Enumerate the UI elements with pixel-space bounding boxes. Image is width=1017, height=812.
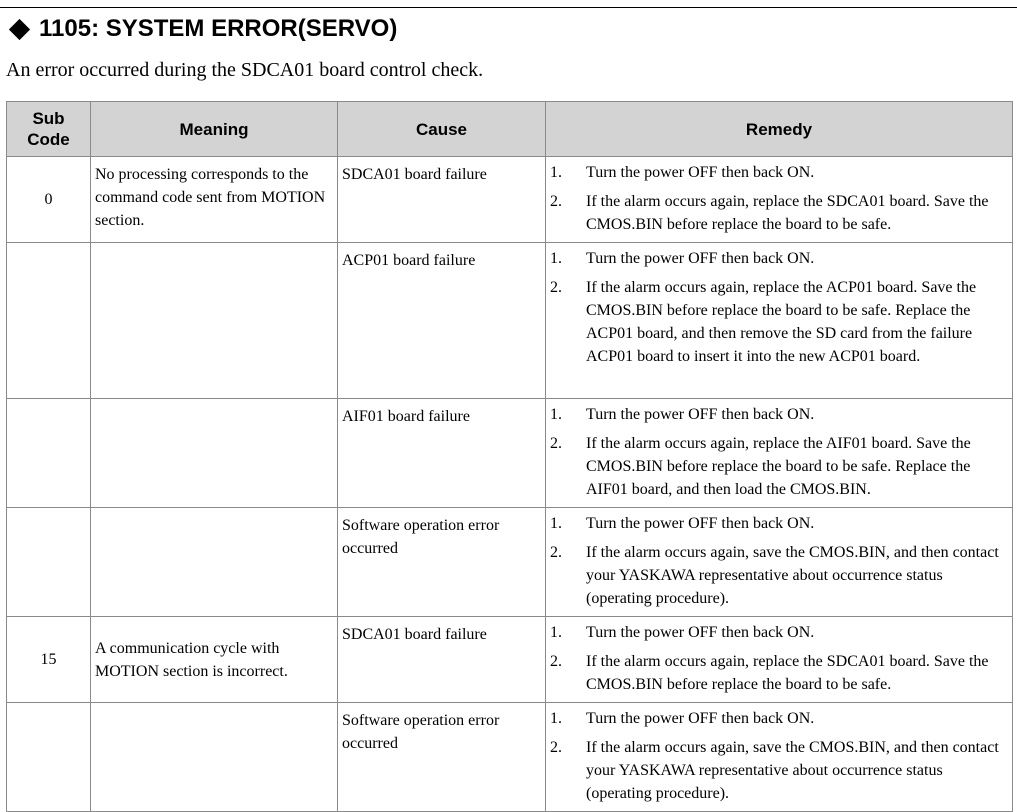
diamond-bullet-icon [9,18,30,39]
sub-code-cell: 0 [7,157,91,243]
remedy-cell [546,508,1013,617]
remedy-step: 1. Turn the power OFF then back ON. [550,250,815,267]
cause-cell: SDCA01 board failure [338,617,546,703]
col-header-remedy: Remedy [546,102,1013,157]
table-row [7,243,1013,399]
meaning-cell: A communication cycle with MOTION section is incorrect. [91,617,338,703]
intro-text: An error occurred during the SDCA01 board control check. [6,59,484,81]
remedy-cell [546,399,1013,508]
remedy-cell [546,617,1013,703]
remedy-step: 2. If the alarm occurs again, replace the ACP01 board. Save the CMOS.BIN before replace the board to be safe. Replace the ACP01 board, and then remove the SD card from the failure ACP01 board to insert it into the new ACP01 board. [550,279,977,365]
sub-code-cell [7,243,91,399]
cause-cell: Software operation error occurred [338,703,546,812]
table-header-row [7,102,1013,157]
remedy-cell [546,157,1013,243]
remedy-step: 2. If the alarm occurs again, save the CMOS.BIN, and then contact your YASKAWA representative about occurrence status (operating procedure). [550,739,999,802]
cause-cell: AIF01 board failure [338,399,546,508]
top-rule [0,7,1017,8]
col-header-meaning: Meaning [91,102,338,157]
remedy-cell [546,243,1013,399]
remedy-cell [546,703,1013,812]
col-header-sub-code: Sub Code [7,102,91,157]
table-row [7,399,1013,508]
meaning-cell [91,399,338,508]
col-header-cause: Cause [338,102,546,157]
cause-cell: SDCA01 board failure [338,157,546,243]
table-row [7,157,1013,243]
remedy-step: 1. Turn the power OFF then back ON. [550,406,815,423]
cause-cell: Software operation error occurred [338,508,546,617]
meaning-cell [91,508,338,617]
table-row [7,617,1013,703]
remedy-step: 2. If the alarm occurs again, replace the SDCA01 board. Save the CMOS.BIN before replace the board to be safe. [550,193,989,233]
table-row [7,508,1013,617]
sub-code-cell [7,399,91,508]
page-title: 1105: SYSTEM ERROR(SERVO) [39,15,398,42]
section-heading [6,12,397,46]
remedy-step: 1. Turn the power OFF then back ON. [550,710,815,727]
remedy-step: 2. If the alarm occurs again, replace the AIF01 board. Save the CMOS.BIN before replace the board to be safe. Replace the AIF01 board, and then load the CMOS.BIN. [550,435,971,498]
meaning-cell [91,703,338,812]
meaning-cell [91,243,338,399]
table-row [7,703,1013,812]
remedy-step: 1. Turn the power OFF then back ON. [550,164,815,181]
alarm-table [6,101,1013,812]
remedy-step: 2. If the alarm occurs again, save the CMOS.BIN, and then contact your YASKAWA representative about occurrence status (operating procedure). [550,544,999,607]
cause-cell: ACP01 board failure [338,243,546,399]
remedy-step: 1. Turn the power OFF then back ON. [550,515,815,532]
sub-code-cell [7,703,91,812]
remedy-step: 1. Turn the power OFF then back ON. [550,624,815,641]
sub-code-cell: 15 [7,617,91,703]
remedy-step: 2. If the alarm occurs again, replace the SDCA01 board. Save the CMOS.BIN before replace the board to be safe. [550,653,989,693]
sub-code-cell [7,508,91,617]
meaning-cell: No processing corresponds to the command code sent from MOTION section. [91,157,338,243]
